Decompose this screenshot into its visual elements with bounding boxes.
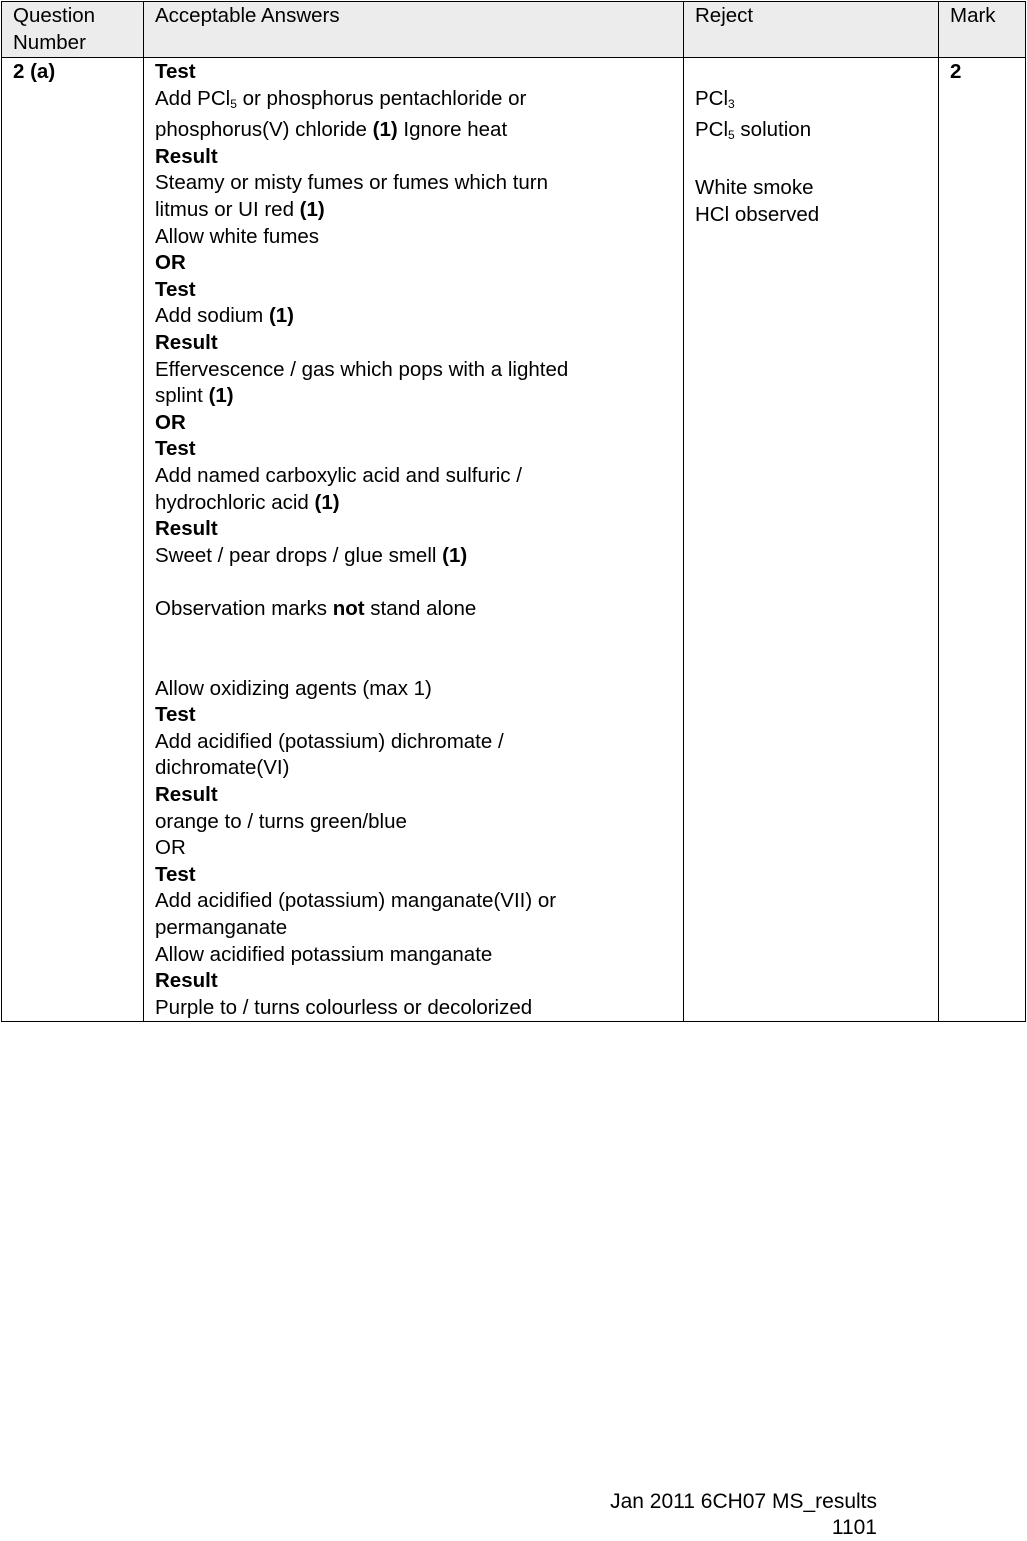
answer-line: Observation marks not stand alone	[155, 596, 477, 620]
answer-line: OR	[155, 836, 186, 860]
answer-line: Test	[155, 437, 196, 461]
answer-line: phosphorus(V) chloride (1) Ignore heat	[155, 118, 508, 142]
answer-line: Steamy or misty fumes or fumes which turn	[155, 171, 549, 195]
header-reject: Reject	[684, 2, 939, 58]
table-row	[2, 58, 1026, 1022]
footer-document-id: Jan 2011 6CH07 MS_results	[610, 1490, 877, 1513]
answer-line: OR	[155, 410, 186, 434]
reject-line: White smoke	[695, 176, 814, 200]
answer-line: Allow white fumes	[155, 224, 320, 248]
answer-line: Sweet / pear drops / glue smell (1)	[155, 543, 468, 567]
spacer	[155, 569, 672, 596]
answer-line: Test	[155, 862, 196, 886]
page-footer	[610, 1489, 877, 1541]
mark-cell	[939, 58, 1026, 1022]
answer-line: Allow oxidizing agents (max 1)	[155, 676, 432, 700]
footer-page-number: 1101	[831, 1516, 877, 1539]
reject-line: HCl observed	[695, 202, 820, 226]
answer-line: Allow acidified potassium manganate	[155, 942, 493, 966]
mark-value: 2	[950, 60, 962, 83]
spacer	[695, 59, 927, 86]
header-mark: Mark	[939, 2, 1026, 58]
answer-line: Result	[155, 144, 218, 168]
answer-line: Add acidified (potassium) dichromate /	[155, 729, 504, 753]
answer-line: Result	[155, 330, 218, 354]
answer-line: Add PCl$_5$ or phosphorus pentachloride or	[155, 86, 527, 111]
reject-cell	[684, 58, 939, 1022]
reject-line: PCl$_5$ solution	[695, 118, 812, 143]
answer-line: Test	[155, 277, 196, 301]
answer-line: litmus or UI red (1)	[155, 197, 325, 221]
answer-line: Effervescence / gas which pops with a lighted	[155, 357, 569, 381]
header-question-number: Question Number	[2, 2, 144, 58]
answer-line: Add acidified (potassium) manganate(VII) or	[155, 889, 557, 913]
header-acceptable-answers: Acceptable Answers	[144, 2, 684, 58]
answer-line: splint (1)	[155, 384, 234, 408]
answer-line: Result	[155, 517, 218, 541]
spacer	[155, 622, 672, 675]
answer-line: orange to / turns green/blue	[155, 809, 407, 833]
answer-line: hydrochloric acid (1)	[155, 490, 340, 514]
question-number: 2 (a)	[13, 60, 56, 83]
answer-line: permanganate	[155, 916, 288, 939]
answer-line: OR	[155, 251, 186, 275]
answer-line: Add named carboxylic acid and sulfuric /	[155, 463, 522, 487]
answer-line: Test	[155, 703, 196, 727]
reject-line: PCl$_3$	[695, 86, 735, 111]
answer-line: Add sodium (1)	[155, 304, 295, 328]
answer-line: Test	[155, 60, 196, 83]
acceptable-answers-cell	[144, 58, 684, 1022]
mark-scheme-table	[1, 1, 1026, 1022]
question-number-cell	[2, 58, 144, 1022]
answer-line: Result	[155, 783, 218, 807]
answer-line: Result	[155, 969, 218, 993]
table-header-row	[2, 2, 1026, 58]
answer-line: Purple to / turns colourless or decolorized	[155, 995, 533, 1019]
spacer	[695, 149, 927, 176]
answer-line: dichromate(VI)	[155, 756, 290, 780]
